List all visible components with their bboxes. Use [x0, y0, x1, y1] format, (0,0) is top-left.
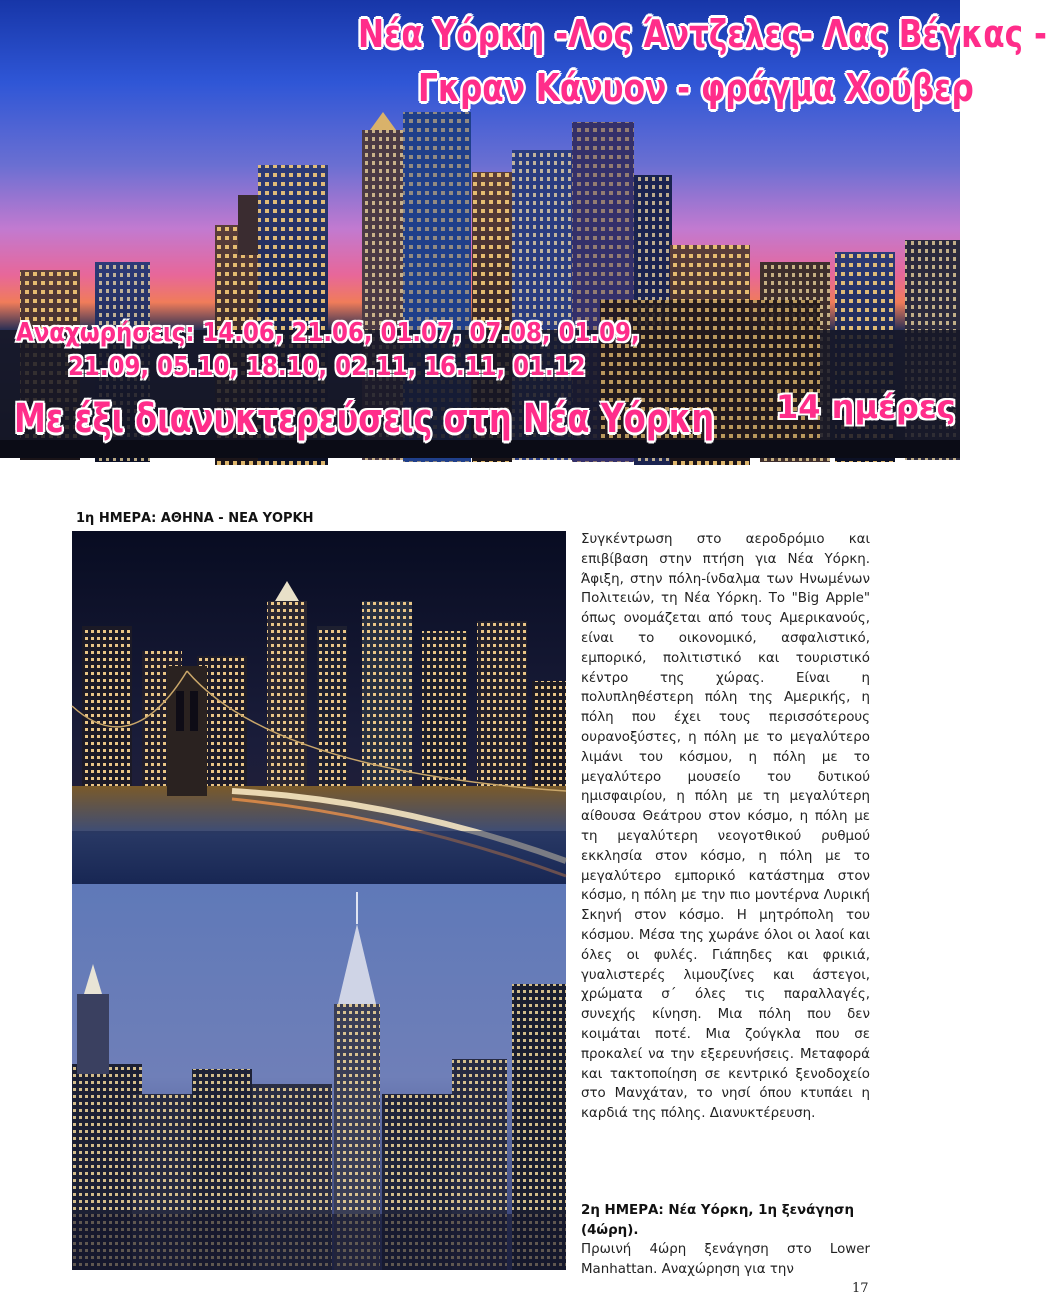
day1-text: Συγκέντρωση στο αεροδρόμιο και επιβίβαση στην πτήση για Νέα Υόρκη. Άφιξη, στην πόλη-ίνδαλμα των Ηνωμένων Πολιτειών, τη Νέα Υόρκη. Το "Big Apple" όπως ονομάζεται από τους Αμερικανούς, είναι το οικονομικό, ασφαλιστικό, εμπορικό, πολιτιστικό και τουριστικό κέντρο της χώρας. Είναι η πολυπληθέστερη πόλη της Αμερικής, η πόλη που έχει τους περισσότερους ουρανοξύστες, η πόλη με το μεγαλύτερο λιμάνι του κόσμου, η πόλη με το μεγαλύτερο μουσείο του δυτικού ημισφαιρίου, η πόλη με τη μεγαλύτερη αίθουσα Θεάτρου στον κόσμο, η πόλη με τη μεγαλύτερη νεογοτθικού ρυθμού εκκλησία στον κόσμο, η πόλη με το μεγαλύτερο εμπορικό κατάστημα στον κόσμο, η πόλη με την πιο μοντέρνα Λυρική Σκηνή στον κόσμο. Η μητρόπολη του κόσμου. Μέσα της χωράνε όλοι οι λαοί και όλες οι φυλές. Γιάπηδες και φρικιά, γυαλιστερές λιμουζίνες και άστεγοι, χρώματα σ΄ όλες τις παραλλαγές, συνεχής κίνηση. Μια πόλη που δεν κοιμάται ποτέ. Μια ζούγκλα που σε προκαλεί να την εξερευνήσεις. Μεταφορά και τακτοποίηση σε κεντρικό ξενοδοχείο στο Μανχάταν, το νησί όπου κτυπάει η καρδιά της πόλης. Διανυκτέρευση.: [581, 532, 870, 1122]
brooklyn-bridge-photo: [72, 531, 566, 884]
duration-badge: 14 ημέρες: [776, 388, 956, 426]
brooklyn-bridge-night-photo: [72, 531, 566, 884]
day2-heading: 2η ΗΜΕΡΑ: Νέα Υόρκη, 1η ξενάγηση (4ώρη).: [581, 1203, 854, 1238]
banner-title-line2: Γκραν Κάνυον - φράγμα Χούβερ: [418, 66, 974, 110]
header-banner: [0, 0, 1047, 458]
day1-heading: 1η ΗΜΕΡΑ: ΑΘΗΝΑ - ΝΕΑ ΥΟΡΚΗ: [76, 511, 314, 526]
manhattan-chrysler-dusk-photo: [72, 884, 566, 1270]
departures-line2: 21.09, 05.10, 18.10, 02.11, 16.11, 01.12: [68, 352, 586, 382]
nights-tagline: Με έξι διανυκτερεύσεις στη Νέα Υόρκη: [14, 396, 715, 442]
page-number: 17: [852, 1281, 869, 1296]
day2-text: Πρωινή 4ώρη ξενάγηση στο Lower Manhattan. Αναχώρηση για την: [581, 1242, 870, 1277]
banner-title-line1: Νέα Υόρκη -Λος Άντζελες- Λας Βέγκας -: [358, 12, 1047, 56]
departures-line1: Αναχωρήσεις: 14.06, 21.06, 01.07, 07.08, 01.09,: [16, 318, 640, 348]
day1-description: [581, 530, 870, 1124]
chrysler-building-photo: [72, 884, 566, 1270]
